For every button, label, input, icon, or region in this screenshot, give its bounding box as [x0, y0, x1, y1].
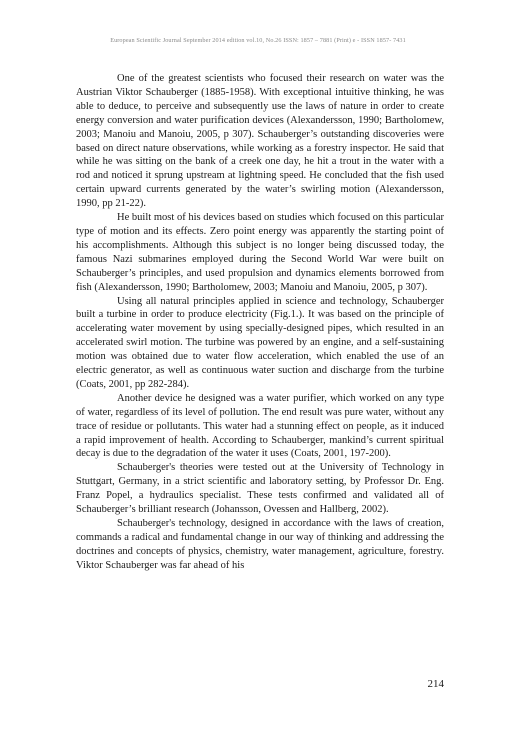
paragraph: Schauberger's technology, designed in accordance with the laws of creation, commands a radical and fundamental change in our way of thinking and addressing the doctrines and concepts of physics, chemistry, water management, agriculture, forestry. Viktor Schauberger was far ahead of his: [76, 518, 444, 571]
paragraph: He built most of his devices based on studies which focused on this particular type of motion and its effects. Zero point energy was apparently the starting point of his accomplishments. Although this subject is no longer being discussed today, the famous Nazi submarines employed during the Second World War were built on Schauberger’s principles, and used propulsion and dynamics elements borrowed from fish (Alexandersson, 1990; Bartholomew, 2003; Manoiu and Manoiu, 2005, p 307).: [76, 212, 444, 293]
page-number: 214: [427, 678, 444, 690]
body-text: [76, 72, 444, 573]
running-header: European Scientific Journal September 2014 edition vol.10, No.26 ISSN: 1857 – 7881 (Print) e - ISSN 1857- 7431: [110, 37, 406, 44]
paragraph: Another device he designed was a water purifier, which worked on any type of water, regardless of its level of pollution. The end result was pure water, without any trace of residue or pollutants. This water had a stunning effect on people, as it induced a rapid improvement of health. According to Schauberger, mankind’s current spiritual decay is due to the degradation of the water it uses (Coats, 2001, 197-200).: [76, 392, 444, 460]
paragraph: Using all natural principles applied in science and technology, Schauberger built a turbine in order to produce electricity (Fig.1.). It was based on the principle of accelerating water movement by using specially-designed pipes, which resulted in an accelerated swirl motion. The turbine was powered by an engine, and a self-sustaining motion was obtained due to water flow acceleration, which enabled the use of an electric generator, as well as continuous water suction and discharge from the turbine (Coats, 2001, pp 282-284).: [76, 295, 444, 390]
paragraph: Schauberger's theories were tested out at the University of Technology in Stuttgart, Germany, in a strict scientific and laboratory setting, by Professor Dr. Eng. Franz Popel, a hydraulics specialist. These tests confirmed and validated all of Schauberger’s brilliant research (Johansson, Ovessen and Hallberg, 2002).: [76, 462, 444, 516]
paragraph: One of the greatest scientists who focused their research on water was the Austrian Viktor Schauberger (1885-1958). With exceptional intuitive thinking, he was able to deduce, to perceive and subsequently use the laws of nature in order to create energy conversion and water purification devices (Alexandersson, 1990; Bartholomew, 2003; Manoiu and Manoiu, 2005, p 307). Schauberger’s outstanding discoveries were based on direct nature observations, while working as a forestry inspector. He said that while he was sitting on the bank of a creek one day, he hit a trout in the water with a rod and noticed it sprung upstream at lightning speed. He concluded that the fish used certain upward currents generated by the water’s swirling motion (Alexandersson, 1990, pp 21-22).: [76, 73, 444, 210]
